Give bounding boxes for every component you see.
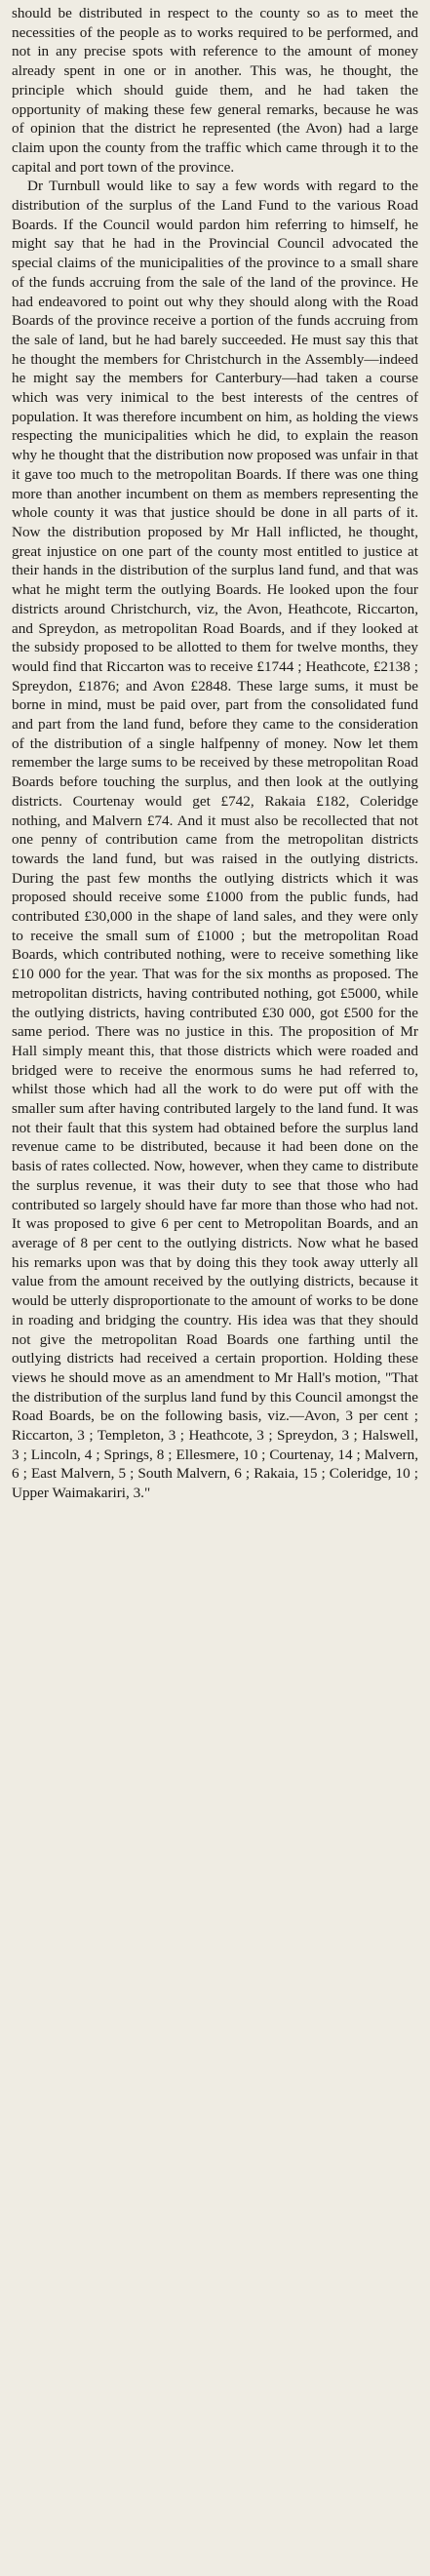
paragraph-continuation: should be distributed in respect to the county so as to meet the necessities of the people as to works required to be performed, and not in any precise spots with reference to the amount of money already spent in one or in another. This was, he thought, the principle which should guide them, and he had taken the opportunity of making these few general remarks, because he was of opinion that the district he represented (the Avon) had a large claim upon the county from the traffic which came through it to the capital and port town of the province. [12,5,418,176]
paragraph-dr-turnbull: Dr Turnbull would like to say a few words with regard to the distribution of the surplus of the Land Fund to the various Road Boards. If the Council would pardon him referring to himself, he might say that he had in the Provincial Council advocated the special claims of the municipalities of the province to a small share of the funds accruing from the sale of the land of the province. He had endeavored to point out why they should along with the Road Boards of the province receive a portion of the funds accruing from the sale of land, but he had barely succeeded. He must say this that he thought the members for Christchurch in the Assembly—indeed he might say the members for Canterbury—had taken a course which was very inimical to the best interests of the centres of population. It was therefore incumbent on him, as holding the views respecting the municipalities which he did, to explain the reason why he thought that the distribution now proposed was unfair in that it gave too much to the metropolitan Boards. If there was one thing more than another incumbent on them as members representing the whole county it was that justice should be done in all parts of it. Now the distribution proposed by Mr Hall inflicted, he thought, great injustice on one part of the county most entitled to justice at their hands in the distribution of the surplus land fund, and that was what he might term the outlying Boards. He looked upon the four districts around Christchurch, viz, the Avon, Heathcote, Riccarton, and Spreydon, as metropolitan Road Boards, and if they looked at the subsidy proposed to be allotted to them for twelve months, they would find that Riccarton was to receive £1744 ; Heathcote, £2138 ; Spreydon, £1876; and Avon £2848. These large sums, it must be borne in mind, must be paid over, part from the consolidated fund and part from the land fund, before they came to the consideration of the distribution of a single halfpenny of money. Now let them remember the large sums to be received by these metropolitan Road Boards before touching the surplus, and then look at the outlying districts. Courtenay would get £742, Rakaia £182, Coleridge nothing, and Malvern £74. And it must also be recollected that not one penny of contribution came from the metropolitan districts towards the land fund, but was raised in the outlying districts. During the past few months the outlying districts which it was proposed should receive some £1000 from the public funds, had contributed £30,000 in the shape of land sales, and they were only to receive the small sum of £1000 ; but the metropolitan Road Boards, which contributed nothing, were to receive something like £10 000 for the year. That was for the six months as proposed. The metropolitan districts, having contributed nothing, got £5000, while the outlying districts, having contributed £30 000, got £500 for the same period. There was no justice in this. The proposition of Mr Hall simply meant this, that those districts which were roaded and bridged were to receive the enormous sums he had referred to, whilst those which had all the work to do were put off with the smaller sum after having contributed largely to the land fund. It was not their fault that this system had obtained before the surplus land revenue came to be distributed, because it had been done on the basis of rates collected. Now, however, when they came to distribute the surplus revenue, it was their duty to see that those who had contributed so largely should have far more than those who had not. It was proposed to give 6 per cent to Metropolitan Boards, and an average of 8 per cent to the outlying districts. Now what he based his remarks upon was that by doing this they took away utterly all value from the amount received by the outlying districts, because it would be utterly disproportionate to the amount of works to be done in roading and bridging the country. His idea was that they should not give the metropolitan Road Boards one farthing until the outlying districts had received a certain proportion. Holding these views he should move as an amendment to Mr Hall's motion, "That the distribution of the surplus land fund by this Council amongst the Road Boards, be on the following basis, viz.—Avon, 3 per cent ; Riccarton, 3 ; Templeton, 3 ; Heathcote, 3 ; Spreydon, 3 ; Halswell, 3 ; Lincoln, 4 ; Springs, 8 ; Ellesmere, 10 ; Courtenay, 14 ; Malvern, 6 ; East Malvern, 5 ; South Malvern, 6 ; Rakaia, 15 ; Coleridge, 10 ; Upper Waimakariri, 3." [12,178,418,1502]
